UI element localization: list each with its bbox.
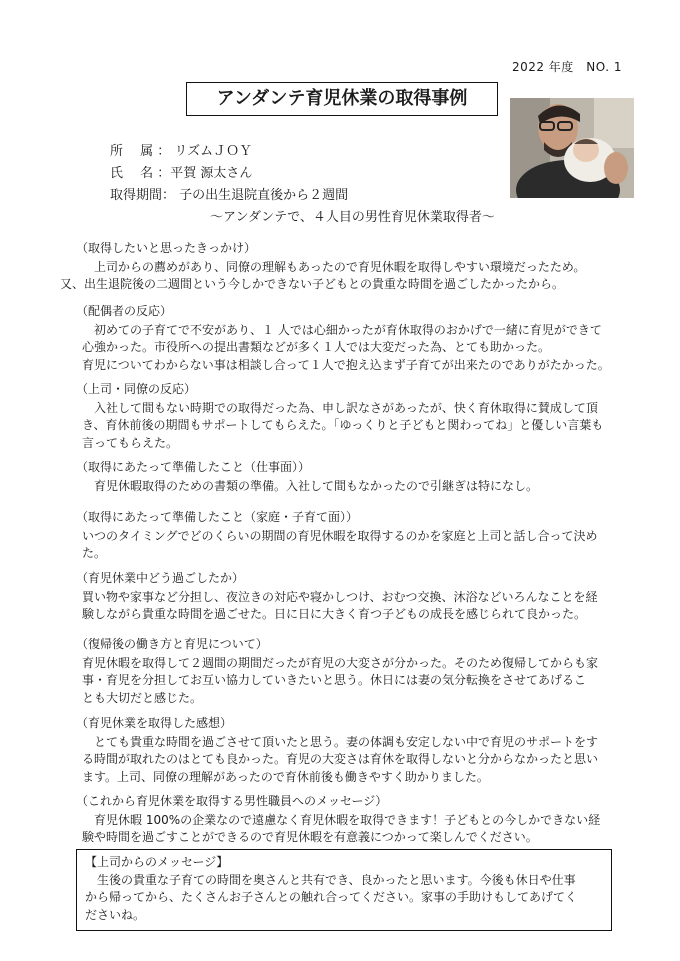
section-line: 上司からの薦めがあり、同僚の理解もあったので育児休暇を取得しやすい環境だったため。 xyxy=(94,259,586,274)
section-work-preparation xyxy=(58,459,638,495)
section-line: 心強かった。市役所への提出書類などが多く１人では大変だった為、とても助かった。 xyxy=(82,340,551,354)
boss-message-line: ださいね。 xyxy=(85,907,146,922)
boss-message-heading: 【上司からのメッセージ】 xyxy=(85,855,229,869)
section-heading: （育児休業中どう過ごしたか） xyxy=(76,571,245,585)
section-line: 言ってもらえた。 xyxy=(82,435,179,450)
boss-message-line: から帰ってから、たくさんお子さんとの触れ合ってください。家事の手助けもしてあげてく xyxy=(85,890,578,904)
section-line: た。 xyxy=(82,546,107,560)
section-line: とも大切だと感じた。 xyxy=(82,690,203,705)
section-impressions xyxy=(58,715,638,786)
section-line: いつのタイミングでどのくらいの期間の育児休暇を取得するのかを家庭と上司と話し合って決め xyxy=(82,528,598,543)
section-heading: （取得したいと思ったきっかけ） xyxy=(76,241,257,255)
section-line: 験しながら貴重な時間を過ごせた。日に日に大きく育つ子どもの成長を感じられて良かった。 xyxy=(82,607,587,621)
section-line: 初めての子育てで不安があり、１ 人では心細かったが育休取得のおかげで一緒に育児ができて xyxy=(94,322,602,337)
section-family-preparation xyxy=(58,509,638,563)
leave-period: 取得期間： 子の出生退院直後から２週間 xyxy=(110,188,349,203)
fiscal-year-number: 2022 年度 NO. 1 xyxy=(511,60,622,74)
section-after-return xyxy=(58,636,638,707)
page-title: アンダンテ育児休業の取得事例 xyxy=(186,82,498,116)
section-line: 買い物や家事など分担し、夜泣きの対応や寝かしつけ、おむつ交換、沐浴などいろんなことを経 xyxy=(82,589,598,604)
section-line: 育児休暇を取得して２週間の期間だったが育児の大変さが分かった。そのため復帰してからも家 xyxy=(82,655,599,670)
section-heading: （配偶者の反応） xyxy=(76,304,173,318)
section-heading: （育児休業を取得した感想） xyxy=(76,716,233,730)
section-motivation xyxy=(58,240,638,294)
profile-block xyxy=(110,141,495,229)
photo-father-with-baby xyxy=(510,98,634,198)
profile-subtitle: ～アンダンテで、４人目の男性育児休業取得者～ xyxy=(210,210,495,225)
section-heading: （取得にあたって準備したこと（仕事面）） xyxy=(76,460,311,474)
section-heading: （取得にあたって準備したこと（家庭・子育て面）） xyxy=(76,510,359,524)
section-heading: （これから育児休業を取得する男性職員へのメッセージ） xyxy=(76,794,388,808)
section-during-leave xyxy=(58,570,638,624)
section-heading: （上司・同僚の反応） xyxy=(76,382,197,396)
section-line: ます。上司、同僚の理解があったので育休前後も働きやすく助かりました。 xyxy=(82,769,489,784)
section-line: 育児休暇取得のための書類の準備。入社して間もなかったので引継ぎは特になし。 xyxy=(94,478,539,493)
section-heading: （復帰後の働き方と育児について） xyxy=(76,637,268,651)
section-line: き、育休前後の期間もサポートしてもらえた。「ゆっくりと子どもと関わってね」と優しい言葉も xyxy=(82,418,604,432)
section-line: 又、出生退院後の二週間という今しかできない子どもとの貴重な時間を過ごしたかったから。 xyxy=(60,277,565,291)
employee-name: 氏 名 ：平賀 源太さん xyxy=(110,166,253,181)
section-line: とても貴重な時間を過ごさせて頂いたと思う。妻の体調も安定しない中で育児のサポートをす xyxy=(94,734,599,749)
section-boss-colleague-reaction xyxy=(58,381,638,452)
section-line: る時間が取れたのはとても良かった。育児の大変さは育休を取得しないと分からなかったと思い xyxy=(82,752,599,766)
section-line: 育児休暇 100%の企業なので遠慮なく育児休暇を取得できます！子どもとの今しかできない経 xyxy=(94,812,601,827)
section-line: 事・育児を分担してお互い協力していきたいと思う。休日には妻の気分転換をさせてあげるこ xyxy=(82,673,587,687)
boss-message-line: 生後の貴重な子育ての時間を奥さんと共有でき、良かったと思います。今後も休日や仕事 xyxy=(97,872,576,887)
section-line: 験や時間を過ごすことができるので育児休暇を有意義につかって楽しんでください。 xyxy=(82,830,538,844)
section-line: 育児についてわからない事は相談し合って１人で抱え込まず子育てが出来たのでありがたかった。 xyxy=(82,357,610,372)
section-line: 入社して間もない時期での取得だった為、申し訳なさがあったが、快く育休取得に賛成して頂 xyxy=(94,400,598,415)
boss-message-box xyxy=(76,849,612,931)
section-message-to-male-staff xyxy=(58,793,638,847)
affiliation: 所 属 ： リズムＪＯＹ xyxy=(110,144,253,159)
section-spouse-reaction xyxy=(58,303,638,374)
